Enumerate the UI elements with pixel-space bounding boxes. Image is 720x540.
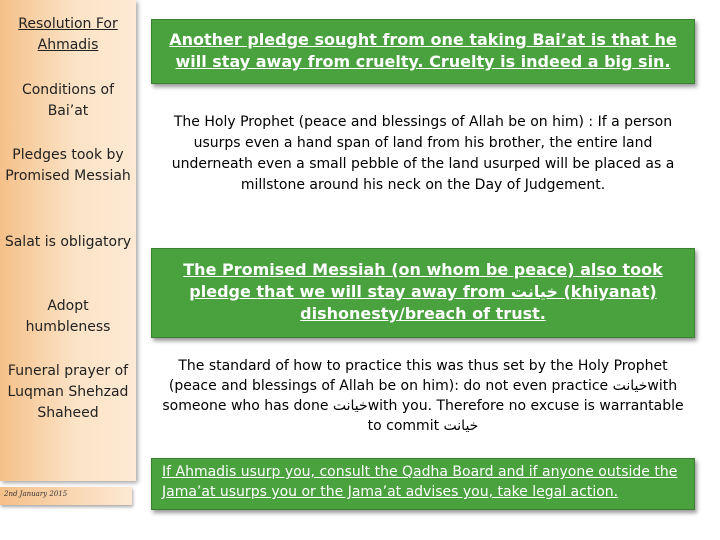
sidebar-item-salat[interactable]: Salat is obligatory bbox=[4, 234, 132, 250]
sidebar-item-funeral[interactable]: Funeral prayer of Luqman Shehzad Shaheed bbox=[7, 363, 129, 421]
pledge-box-khiyanat: The Promised Messiah (on whom be peace) also took pledge that we will stay away from خیانت (khiyanat) dishonesty/breach of trust. bbox=[151, 248, 695, 338]
sidebar-item-resolution[interactable]: Resolution For Ahmadis bbox=[18, 16, 118, 53]
pledge-box-cruelty: Another pledge sought from one taking Bai’at is that he will stay away from cruelty. Cruelty is indeed a big sin. bbox=[151, 19, 695, 84]
sidebar-item-pledges[interactable]: Pledges took by Promised Messiah bbox=[5, 147, 131, 184]
date-box bbox=[0, 487, 132, 505]
date-label: 2nd January 2015 bbox=[4, 490, 68, 498]
sidebar-item-conditions[interactable]: Conditions of Bai’at bbox=[21, 82, 115, 119]
standard-text: The standard of how to practice this was thus set by the Holy Prophet (peace and blessings of Allah be on him): do not even practice خیانتwith someone who has done خیانتwith you. Therefore no excuse is warrantable to commit خیانت bbox=[162, 358, 684, 434]
advice-box: If Ahmadis usurp you, consult the Qadha Board and if anyone outside the Jama’at usurps you or the Jama’at advises you, take legal action. bbox=[151, 458, 695, 510]
hadith-text: The Holy Prophet (peace and blessings of Allah be on him) : If a person usurps even a hand span of land from his brother, the entire land underneath even a small pebble of the land usurped will be placed as a millstone around his neck on the Day of Judgement. bbox=[171, 114, 675, 193]
sidebar-item-humbleness[interactable]: Adopt humbleness bbox=[25, 298, 111, 335]
sidebar bbox=[0, 0, 136, 481]
